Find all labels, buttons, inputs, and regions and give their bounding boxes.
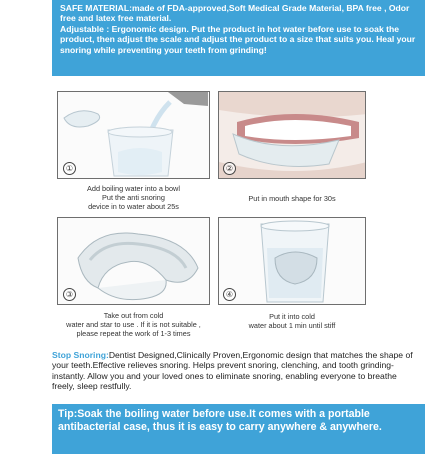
step-3-line-2: water and star to use . If it is not suitable ,: [66, 320, 201, 329]
step-3-number: ③: [63, 288, 76, 301]
step-4-caption: [218, 312, 366, 330]
adjustable-text: Ergonomic design. Put the product in hot water before use to soak the product, then adjust the scale and adjust the product to a size that suits you. Heal your snoring while preventing your teeth from grinding!: [60, 23, 416, 55]
kettle-pouring-illustration: [58, 92, 210, 179]
step-3-line-3: please repeat the work of 1-3 times: [76, 329, 191, 338]
safe-material-text: made of FDA-approved,Soft Medical Grade Material, BPA free , Odor free and latex free material.: [60, 3, 410, 24]
tip-banner: [52, 404, 425, 454]
tip-text: Soak the boiling water before use.It comes with a portable antibacterial case, thus it is easy to carry anywhere & anywhere.: [58, 408, 382, 433]
step-1-caption: [57, 184, 210, 211]
stop-snoring-label: Stop Snoring:: [52, 350, 109, 360]
safe-material-label: SAFE MATERIAL:: [60, 3, 132, 13]
step-4-image: [218, 217, 366, 305]
step-4-number: ④: [223, 288, 236, 301]
step-2-number: ②: [223, 162, 236, 175]
step-4-line-1: Put it into cold: [269, 312, 315, 321]
stop-snoring-text: Dentist Designed,Clinically Proven,Ergonomic design that matches the shape of your teeth.Effective relieves snoring. Helps prevent snoring, clenching, and tooth grinding- instantly. Allow you and your loved ones to eliminate snoring, enabling everyone to breathe freely, sleep restfully.: [52, 350, 413, 391]
step-1-image: [57, 91, 210, 179]
step-1-line-1: Add boiling water into a bowl: [87, 184, 180, 193]
adjustable-paragraph: [60, 24, 417, 55]
safe-material-paragraph: [60, 3, 417, 24]
cold-water-glass-illustration: [219, 218, 366, 305]
step-3-caption: [57, 311, 210, 338]
step-2-image: [218, 91, 366, 179]
step-3-image: [57, 217, 210, 305]
adjustable-label: Adjustable :: [60, 23, 110, 34]
mouth-fitting-illustration: [219, 92, 366, 179]
step-1-number: ①: [63, 162, 76, 175]
stop-snoring-paragraph: [52, 350, 418, 406]
material-banner: [52, 0, 425, 76]
step-4-line-2: water about 1 min until stiff: [248, 321, 336, 330]
tip-label: Tip:: [58, 408, 78, 420]
mouthguard-tray-illustration: [58, 218, 210, 305]
usage-steps: [0, 86, 425, 346]
step-2-caption: [218, 194, 366, 203]
step-1-line-2: Put the anti snoring: [102, 193, 165, 202]
step-2-line-1: Put in mouth shape for 30s: [248, 194, 336, 203]
step-3-line-1: Take out from cold: [103, 311, 164, 320]
step-1-line-3: device in to water about 25s: [88, 202, 179, 211]
